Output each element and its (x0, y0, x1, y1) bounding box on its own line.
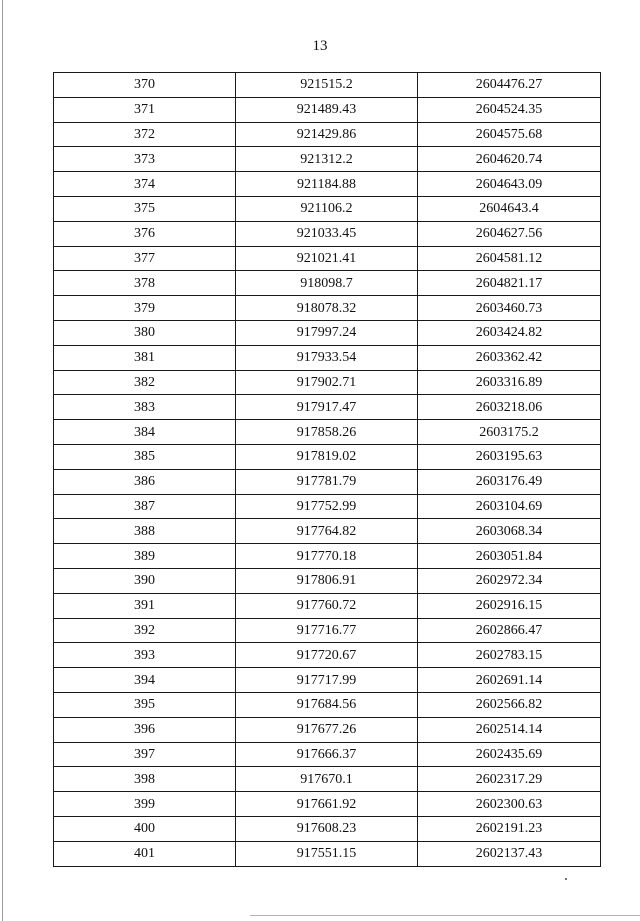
y-coordinate-cell: 2604581.12 (418, 246, 601, 271)
table-row (54, 519, 601, 544)
x-coordinate-cell: 921184.88 (236, 172, 418, 197)
table-row (54, 221, 601, 246)
y-coordinate-cell: 2603316.89 (418, 370, 601, 395)
x-coordinate-cell: 917781.79 (236, 469, 418, 494)
table-row (54, 246, 601, 271)
y-coordinate-cell: 2604476.27 (418, 73, 601, 98)
point-number-cell: 399 (54, 792, 236, 817)
x-coordinate-cell: 917608.23 (236, 816, 418, 841)
y-coordinate-cell: 2603175.2 (418, 420, 601, 445)
y-coordinate-cell: 2602866.47 (418, 618, 601, 643)
point-number-cell: 371 (54, 97, 236, 122)
x-coordinate-cell: 917661.92 (236, 792, 418, 817)
y-coordinate-cell: 2602300.63 (418, 792, 601, 817)
point-number-cell: 392 (54, 618, 236, 643)
point-number-cell: 383 (54, 395, 236, 420)
page-bottom-line (250, 915, 640, 916)
point-number-cell: 372 (54, 122, 236, 147)
point-number-cell: 397 (54, 742, 236, 767)
y-coordinate-cell: 2604620.74 (418, 147, 601, 172)
point-number-cell: 400 (54, 816, 236, 841)
point-number-cell: 379 (54, 296, 236, 321)
x-coordinate-cell: 917551.15 (236, 841, 418, 866)
point-number-cell: 390 (54, 568, 236, 593)
x-coordinate-cell: 921033.45 (236, 221, 418, 246)
point-number-cell: 382 (54, 370, 236, 395)
x-coordinate-cell: 917666.37 (236, 742, 418, 767)
x-coordinate-cell: 917717.99 (236, 668, 418, 693)
table-row (54, 73, 601, 98)
table-row (54, 395, 601, 420)
y-coordinate-cell: 2604575.68 (418, 122, 601, 147)
table-row (54, 568, 601, 593)
y-coordinate-cell: 2602566.82 (418, 692, 601, 717)
point-number-cell: 385 (54, 444, 236, 469)
point-number-cell: 394 (54, 668, 236, 693)
x-coordinate-cell: 917670.1 (236, 767, 418, 792)
table-row (54, 296, 601, 321)
point-number-cell: 370 (54, 73, 236, 98)
x-coordinate-cell: 917933.54 (236, 345, 418, 370)
y-coordinate-cell: 2602137.43 (418, 841, 601, 866)
x-coordinate-cell: 917997.24 (236, 320, 418, 345)
point-number-cell: 396 (54, 717, 236, 742)
y-coordinate-cell: 2603362.42 (418, 345, 601, 370)
point-number-cell: 375 (54, 196, 236, 221)
x-coordinate-cell: 917716.77 (236, 618, 418, 643)
point-number-cell: 398 (54, 767, 236, 792)
point-number-cell: 378 (54, 271, 236, 296)
x-coordinate-cell: 917806.91 (236, 568, 418, 593)
point-number-cell: 391 (54, 593, 236, 618)
table-row (54, 792, 601, 817)
x-coordinate-cell: 921489.43 (236, 97, 418, 122)
y-coordinate-cell: 2604821.17 (418, 271, 601, 296)
y-coordinate-cell: 2603195.63 (418, 444, 601, 469)
y-coordinate-cell: 2604643.4 (418, 196, 601, 221)
point-number-cell: 381 (54, 345, 236, 370)
table-row (54, 767, 601, 792)
coordinate-table-body (54, 73, 601, 867)
y-coordinate-cell: 2603424.82 (418, 320, 601, 345)
table-row (54, 172, 601, 197)
x-coordinate-cell: 921429.86 (236, 122, 418, 147)
page-number: 13 (312, 38, 328, 54)
x-coordinate-cell: 917770.18 (236, 544, 418, 569)
table-row (54, 320, 601, 345)
table-row (54, 271, 601, 296)
table-row (54, 122, 601, 147)
x-coordinate-cell: 918078.32 (236, 296, 418, 321)
x-coordinate-cell: 917858.26 (236, 420, 418, 445)
x-coordinate-cell: 917902.71 (236, 370, 418, 395)
x-coordinate-cell: 921106.2 (236, 196, 418, 221)
table-row (54, 668, 601, 693)
table-row (54, 841, 601, 866)
y-coordinate-cell: 2604643.09 (418, 172, 601, 197)
x-coordinate-cell: 917684.56 (236, 692, 418, 717)
table-row (54, 97, 601, 122)
x-coordinate-cell: 917677.26 (236, 717, 418, 742)
y-coordinate-cell: 2602916.15 (418, 593, 601, 618)
table-row (54, 469, 601, 494)
y-coordinate-cell: 2604627.56 (418, 221, 601, 246)
y-coordinate-cell: 2603051.84 (418, 544, 601, 569)
point-number-cell: 373 (54, 147, 236, 172)
x-coordinate-cell: 917764.82 (236, 519, 418, 544)
point-number-cell: 380 (54, 320, 236, 345)
x-coordinate-cell: 917819.02 (236, 444, 418, 469)
y-coordinate-cell: 2602317.29 (418, 767, 601, 792)
point-number-cell: 401 (54, 841, 236, 866)
y-coordinate-cell: 2602191.23 (418, 816, 601, 841)
point-number-cell: 384 (54, 420, 236, 445)
x-coordinate-cell: 921021.41 (236, 246, 418, 271)
coordinate-table (53, 72, 601, 867)
table-row (54, 544, 601, 569)
y-coordinate-cell: 2603104.69 (418, 494, 601, 519)
y-coordinate-cell: 2602783.15 (418, 643, 601, 668)
table-row (54, 444, 601, 469)
table-row (54, 593, 601, 618)
y-coordinate-cell: 2602972.34 (418, 568, 601, 593)
x-coordinate-cell: 917917.47 (236, 395, 418, 420)
table-row (54, 345, 601, 370)
y-coordinate-cell: 2603068.34 (418, 519, 601, 544)
point-number-cell: 395 (54, 692, 236, 717)
x-coordinate-cell: 917752.99 (236, 494, 418, 519)
table-row (54, 692, 601, 717)
table-row (54, 717, 601, 742)
table-row (54, 370, 601, 395)
point-number-cell: 387 (54, 494, 236, 519)
point-number-cell: 386 (54, 469, 236, 494)
x-coordinate-cell: 917720.67 (236, 643, 418, 668)
stray-mark (565, 878, 567, 880)
table-row (54, 618, 601, 643)
table-row (54, 147, 601, 172)
table-row (54, 494, 601, 519)
x-coordinate-cell: 917760.72 (236, 593, 418, 618)
x-coordinate-cell: 918098.7 (236, 271, 418, 296)
y-coordinate-cell: 2602435.69 (418, 742, 601, 767)
y-coordinate-cell: 2602691.14 (418, 668, 601, 693)
page-edge-line (2, 0, 3, 921)
y-coordinate-cell: 2603218.06 (418, 395, 601, 420)
table-row (54, 420, 601, 445)
point-number-cell: 374 (54, 172, 236, 197)
table-row (54, 816, 601, 841)
point-number-cell: 389 (54, 544, 236, 569)
x-coordinate-cell: 921312.2 (236, 147, 418, 172)
table-row (54, 643, 601, 668)
y-coordinate-cell: 2604524.35 (418, 97, 601, 122)
table-row (54, 196, 601, 221)
point-number-cell: 388 (54, 519, 236, 544)
point-number-cell: 377 (54, 246, 236, 271)
y-coordinate-cell: 2602514.14 (418, 717, 601, 742)
point-number-cell: 376 (54, 221, 236, 246)
y-coordinate-cell: 2603176.49 (418, 469, 601, 494)
table-row (54, 742, 601, 767)
point-number-cell: 393 (54, 643, 236, 668)
x-coordinate-cell: 921515.2 (236, 73, 418, 98)
y-coordinate-cell: 2603460.73 (418, 296, 601, 321)
